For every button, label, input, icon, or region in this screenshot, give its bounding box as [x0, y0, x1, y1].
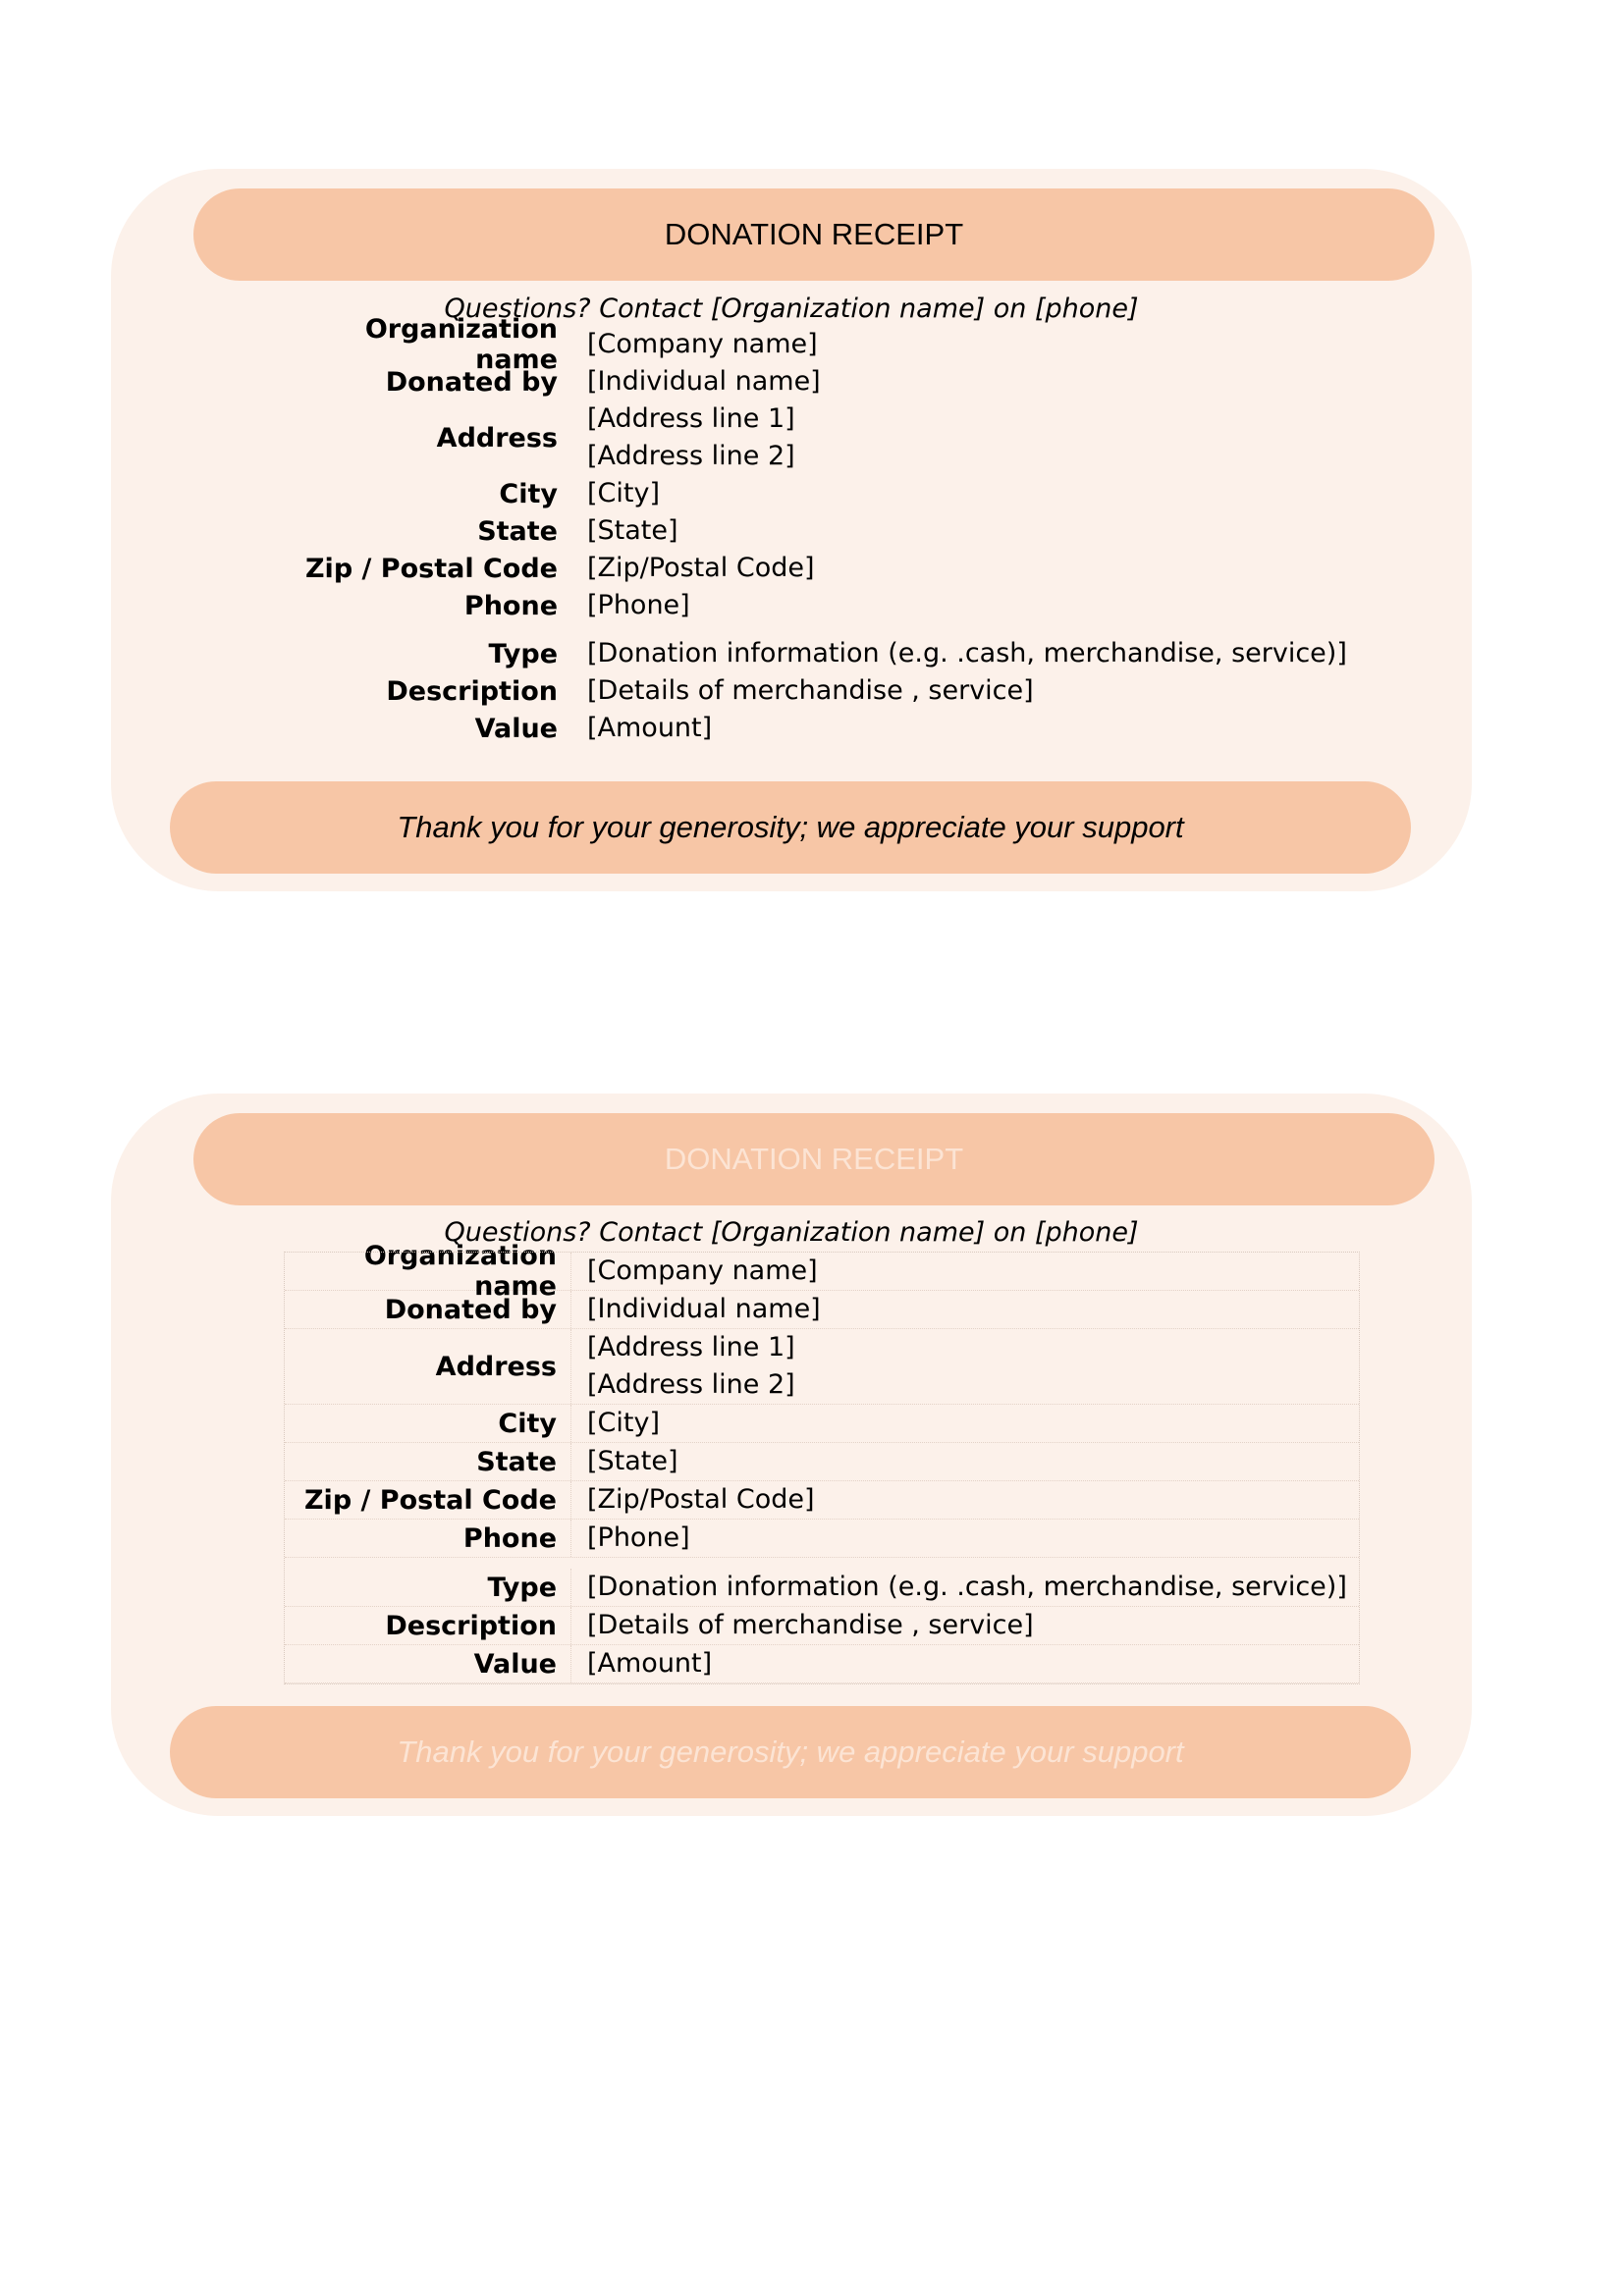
field-label: Description	[386, 675, 558, 707]
field-row-zip	[285, 1481, 1359, 1520]
receipt-title: DONATION RECEIPT	[193, 1113, 1435, 1205]
field-row-description	[285, 1607, 1359, 1645]
field-row-type	[285, 635, 1359, 672]
address-line-1[interactable]: [Address line 1]	[587, 1332, 795, 1362]
field-row-city	[285, 1405, 1359, 1443]
field-row-phone	[285, 587, 1359, 624]
address-line-2[interactable]: [Address line 2]	[587, 441, 795, 471]
field-value[interactable]: [Donation information (e.g. .cash, merchandise, service)]	[587, 1572, 1347, 1602]
field-row-address	[285, 400, 1359, 475]
field-value[interactable]: [Details of merchandise , service]	[587, 675, 1034, 706]
field-row-donated-by	[285, 363, 1359, 400]
field-value	[571, 1329, 795, 1404]
field-label: Address	[436, 422, 558, 454]
field-value[interactable]: [Company name]	[587, 329, 818, 359]
field-label: Address	[285, 1329, 571, 1404]
receipt-fields	[285, 314, 1359, 747]
donation-receipt-card	[111, 1094, 1472, 1816]
contact-questions: Questions? Contact [Organization name] on [phone]	[444, 294, 1139, 324]
field-label: Organization name	[285, 1253, 571, 1290]
field-value[interactable]: [Details of merchandise , service]	[587, 1610, 1034, 1640]
field-row-organization	[285, 314, 1359, 375]
field-label: Value	[474, 713, 558, 744]
field-value[interactable]: [Company name]	[587, 1255, 818, 1286]
address-line-2[interactable]: [Address line 2]	[587, 1369, 795, 1400]
field-label: Value	[285, 1645, 571, 1682]
field-value[interactable]: [State]	[587, 515, 678, 546]
thank-you-banner: Thank you for your generosity; we appreciate your support	[170, 1706, 1411, 1798]
field-label: Phone	[463, 590, 558, 621]
field-label: Phone	[285, 1520, 571, 1557]
field-value[interactable]: [State]	[587, 1446, 678, 1476]
field-value[interactable]: [Phone]	[587, 590, 690, 620]
field-value[interactable]: [Individual name]	[587, 366, 821, 397]
field-label: Donated by	[385, 366, 558, 398]
field-row-state	[285, 1443, 1359, 1481]
field-label: Zip / Postal Code	[285, 1481, 571, 1519]
address-line-1[interactable]: [Address line 1]	[587, 403, 795, 434]
field-value[interactable]: [Donation information (e.g. .cash, merchandise, service)]	[587, 638, 1347, 668]
field-label: Type	[488, 638, 558, 669]
field-label: State	[285, 1443, 571, 1480]
field-row-value	[285, 710, 1359, 747]
field-value	[558, 400, 795, 475]
field-row-donated-by	[285, 1291, 1359, 1329]
field-value[interactable]: [Amount]	[587, 1648, 713, 1679]
field-value[interactable]: [Amount]	[587, 713, 713, 743]
field-value[interactable]: [City]	[587, 478, 660, 508]
donation-receipt-card	[111, 169, 1472, 891]
field-value[interactable]: [Zip/Postal Code]	[587, 553, 815, 583]
field-row-phone	[285, 1520, 1359, 1558]
field-label: State	[477, 515, 558, 547]
field-label: City	[499, 478, 558, 509]
field-row-organization	[285, 1241, 1359, 1302]
receipt-fields	[285, 1241, 1359, 1683]
field-row-type	[285, 1569, 1359, 1607]
field-row-description	[285, 672, 1359, 710]
receipt-title: DONATION RECEIPT	[193, 188, 1435, 281]
field-label: Organization name	[364, 314, 558, 375]
field-row-state	[285, 512, 1359, 550]
thank-you-banner: Thank you for your generosity; we appreciate your support	[170, 781, 1411, 874]
field-row-city	[285, 475, 1359, 512]
field-label: Description	[285, 1607, 571, 1644]
field-value[interactable]: [Zip/Postal Code]	[587, 1484, 815, 1515]
field-row-address	[285, 1329, 1359, 1405]
field-row-value	[285, 1645, 1359, 1683]
field-label: Zip / Postal Code	[304, 553, 558, 584]
field-value[interactable]: [Individual name]	[587, 1294, 821, 1324]
field-label: Donated by	[285, 1291, 571, 1328]
contact-questions: Questions? Contact [Organization name] on [phone]	[444, 1217, 1139, 1248]
field-value[interactable]: [City]	[587, 1408, 660, 1438]
field-label: City	[285, 1405, 571, 1442]
field-value[interactable]: [Phone]	[587, 1522, 690, 1553]
field-label: Type	[285, 1569, 571, 1606]
field-row-zip	[285, 550, 1359, 587]
